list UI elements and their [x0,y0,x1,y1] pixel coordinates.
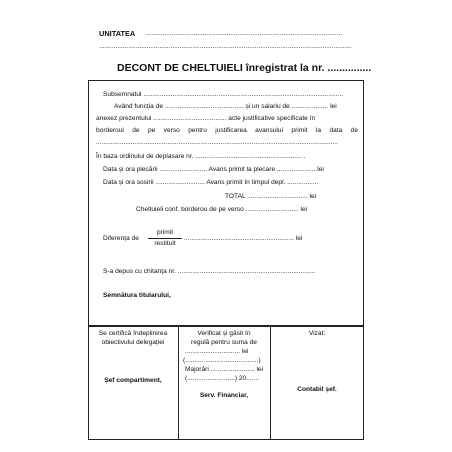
col2-line1: Verificat și găsit în [197,330,251,337]
line-borderou: borderoul de pe verso pentru justificarea avansului primit la data de [96,127,358,134]
col3-title: Vizat: [308,330,326,337]
signature-label: Semnătura titularului, [103,292,171,299]
col2-line6: (..........................) 20....... [185,375,260,382]
unit-label: UNITATEA [99,29,136,38]
diff-primit: primit [156,229,174,236]
unit-dots: ........................................................................................................... [146,30,343,37]
diff-restituit: restituit [154,240,176,247]
form-title: DECONT DE CHELTUIELI înregistrat la nr. ............... [117,62,372,74]
line-functia: Având funcția de ........................................... și un salariu de .................... lei [114,103,337,110]
footer-divider-2 [270,326,271,440]
line-total: TOTAL ................................. lei [225,193,317,200]
diff-suffix: ............................................................ lei [184,235,303,242]
receipt-line: S-a depus cu chitanța nr. ........................................................................... [103,268,316,275]
col1-sign: Șef compartiment, [104,377,162,384]
col3-sign: Contabil șef. [297,386,337,393]
line-ordin: În baza ordinului de deplasare nr. .......................................................... . [96,153,306,160]
unit-line-2: .......................................................................................................................................... [99,43,352,50]
line-dots: .................................................................................................................................... [96,139,338,146]
col2-line2: regulă pentru suma de [191,339,257,346]
line-cheltuieli: Cheltuieli conf. borderou de pe verso ............................. lei [136,206,308,213]
col1-line2: obiectivului delegației [101,339,165,346]
line-plecare: Data și ora plecării .......................... Avans primit la plecare ......................lei [103,166,324,173]
col2-line5: Majorări ........................ lei [185,366,264,373]
line-anexez: anexez prezentului ........................................ acte justificative specificate în [96,115,316,122]
line-subsemnatul: Subsemnatul ............................................................................................................. [103,91,344,98]
col1-line1: Se certifică îndeplinirea [98,330,168,337]
diff-prefix: Diferența de [103,235,139,242]
col2-line3: .............................. lei [185,348,249,355]
col2-sign: Serv. Financiar, [199,392,249,399]
col2-line4: (........................................) [183,357,261,364]
line-sosire: Data și ora sosirii ........................... Avans primit în timpul depl. ................. [103,179,319,186]
fraction-bar [148,238,182,239]
